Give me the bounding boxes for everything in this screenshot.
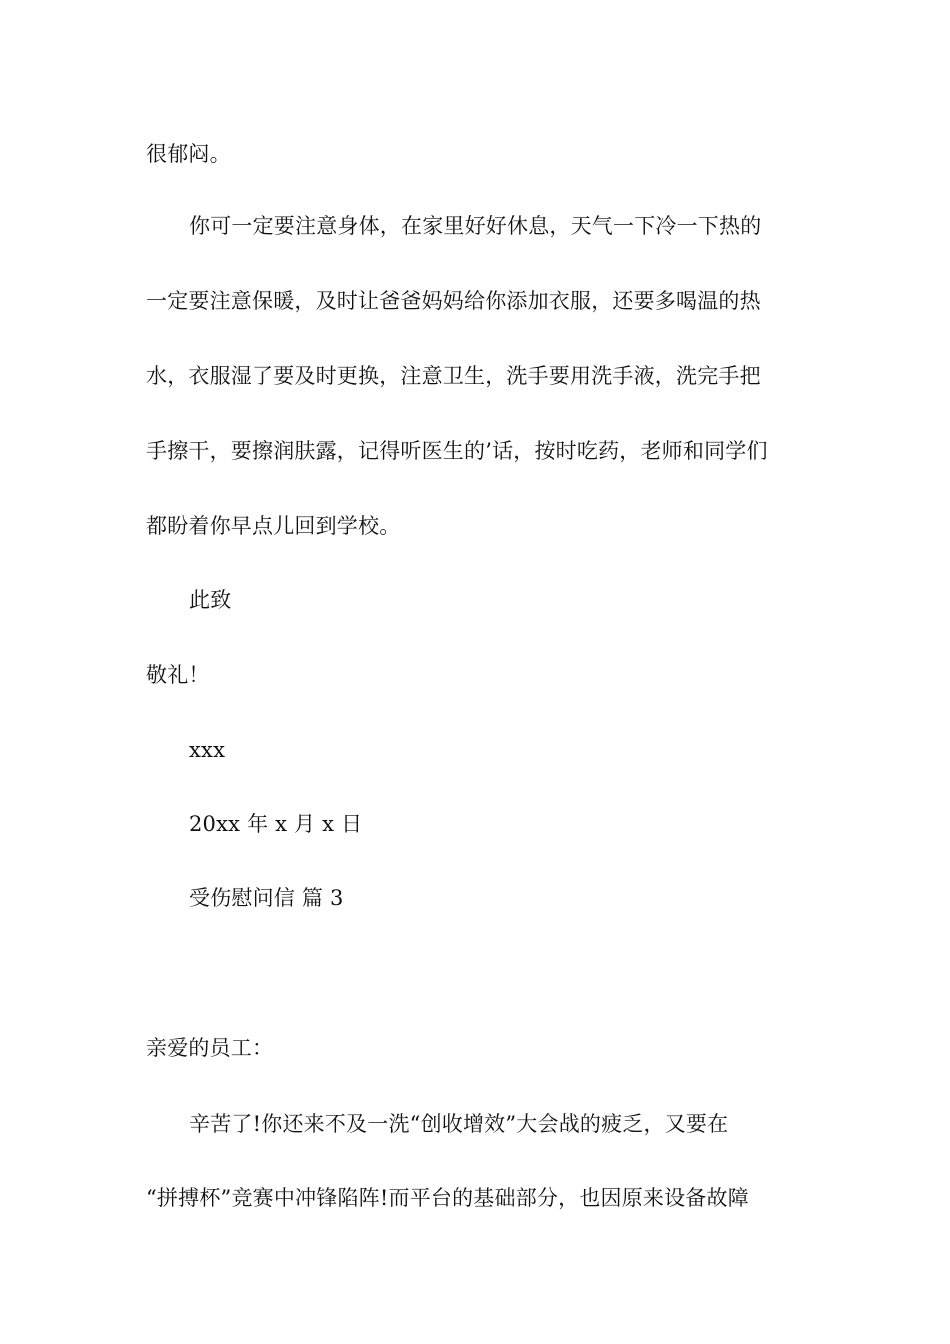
signature: xxx	[189, 738, 226, 762]
text-line: 水，衣服湿了要及时更换，注意卫生，洗手要用洗手液，洗完手把	[146, 364, 761, 388]
text-line: 都盼着你早点儿回到学校。	[146, 514, 401, 538]
paragraph-start: 辛苦了!你还来不及一洗“创收增效”大会战的疲乏，又要在	[189, 1112, 729, 1136]
text-line: 很郁闷。	[146, 142, 231, 166]
greeting: 亲爱的员工：	[146, 1036, 274, 1060]
text-line: 手擦干，要擦润肤露，记得听医生的’话，按时吃药，老师和同学们	[146, 439, 768, 463]
section-heading: 受伤慰问信 篇 3	[189, 886, 344, 910]
salutation-closing: 敬礼！	[146, 663, 210, 687]
text-line: 一定要注意保暖，及时让爸爸妈妈给你添加衣服，还要多喝温的热	[146, 289, 761, 313]
text-line: “拼搏杯”竞赛中冲锋陷阵!而平台的基础部分，也因原来设备故障	[146, 1186, 749, 1210]
date-line: 20xx 年 x 月 x 日	[189, 812, 363, 836]
closing-phrase: 此致	[189, 588, 232, 612]
paragraph-start: 你可一定要注意身体，在家里好好休息，天气一下冷一下热的	[189, 214, 762, 238]
